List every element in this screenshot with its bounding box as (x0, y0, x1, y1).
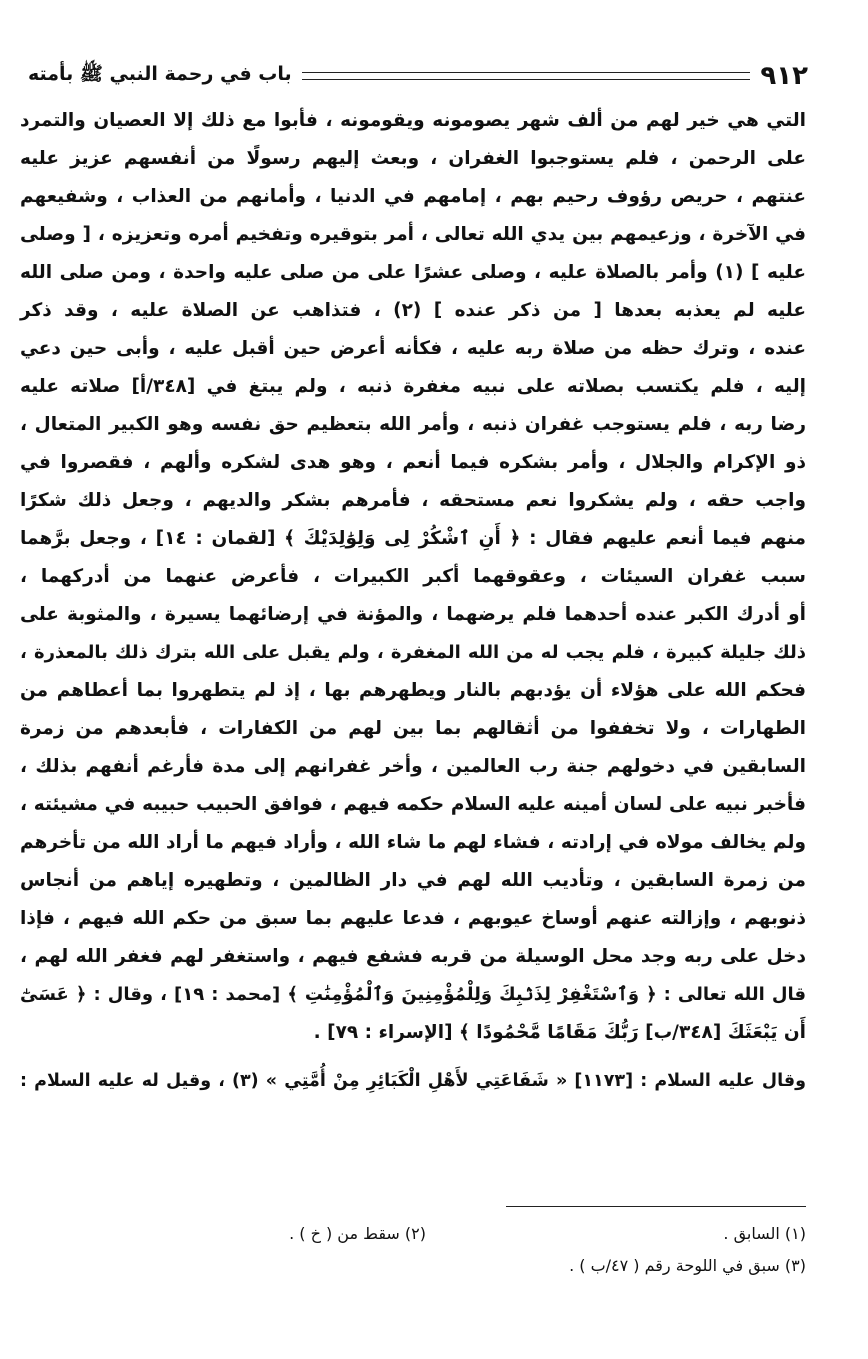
text-line: عنده ، وترك حظه من صلاة ربه عليه ، فكأنه أعرض حين أقبل عليه ، وأبى حين دعي (20, 338, 806, 359)
text-line: السابقين في دخولهم جنة رب العالمين ، وأخر غفرانهم إلى مدة فأرغم أنفهم بذلك ، (20, 756, 806, 777)
footnote-3: (٣) سبق في اللوحة رقم ( ٤٧/ب ) . (569, 1256, 806, 1275)
text-line: قال الله تعالى : ﴿ وَٱسْتَغْفِرْ لِذَنۢبِكَ وَلِلْمُؤْمِنِينَ وَٱلْمُؤْمِنَٰتِ ﴾ [محمد : ١٩] ، وقال : ﴿ عَسَىٰٓ (20, 984, 806, 1005)
footnote-separator (506, 1206, 806, 1207)
page-header (28, 58, 808, 94)
text-line: رضا ربه ، فلم يستوجب غفران ذنبه ، وأمر الله بتعظيم حق نفسه وهو الكبير المتعال ، (20, 414, 806, 435)
text-line: الطهارات ، ولا تخففوا من أثقالهم بما بين لهم من الكفارات ، فأبعدهم من زمرة (20, 718, 806, 739)
main-text (20, 102, 806, 1100)
text-line: ولم يخالف مولاه في إرادته ، فشاء لهم ما شاء الله ، وأراد فيهم ما أراد الله من تأخرهم (20, 832, 806, 853)
text-line: عليه لم يعذبه بعدها [ من ذكر عنده ] (٢) ، فتذاهب عن الصلاة عليه ، وقد ذكر (20, 300, 806, 321)
page-number: ٩١٢ (760, 61, 808, 91)
text-line: سبب غفران السيئات ، وعقوقهما أكبر الكبيرات ، فأعرض عنهما من أدركهما ، (20, 566, 806, 587)
text-line: إليه ، فلم يكتسب بصلاته على نبيه مغفرة ذنبه ، ولم يبتغ في [٣٤٨/أ] صلاته عليه (20, 376, 807, 397)
header-double-rule (302, 72, 751, 80)
text-line: عليه ] (١) وأمر بالصلاة عليه ، وصلى عشرًا على من صلى عليه واحدة ، ومن صلى الله (20, 262, 806, 283)
text-line: عنتهم ، حريص رؤوف رحيم بهم ، إمامهم في الدنيا ، وأمانهم من العذاب ، وشفيعهم (20, 186, 806, 207)
text-line: فحكم الله على هؤلاء أن يؤدبهم بالنار ويطهرهم بها ، إذ لم يتطهروا بما أعطاهم من (20, 680, 806, 701)
text-line: ذنوبهم ، وإزالته عنهم أوساخ عيوبهم ، فدعا عليهم بما سبق من حكم الله فيهم ، فإذا (20, 908, 806, 929)
text-line: في الآخرة ، وزعيمهم بين يدي الله تعالى ، أمر بتوقيره وتفخيم أمره وتعزيزه ، [ وصلى (20, 224, 806, 245)
text-line: التي هي خير لهم من ألف شهر يصومونه ويقومونه ، فأبوا مع ذلك إلا العصيان والتمرد (20, 110, 806, 131)
hadith-line: وقال عليه السلام : [١١٧٣] « شَفَاعَتِي لأَهْلِ الْكَبَائِرِ مِنْ أُمَّتِي » (٣) ، وقيل له عليه السلام : (20, 1071, 807, 1091)
footnote-row (20, 1218, 806, 1250)
text-line: أو أدرك الكبر عنده أحدهما فلم يرضهما ، والمؤنة في إرضائهما يسيرة ، والمثوبة على (20, 604, 806, 625)
text-line: على الرحمن ، فلم يستوجبوا الغفران ، وبعث إليهم رسولًا من أنفسهم عزيز عليه (20, 148, 806, 169)
footnotes (20, 1218, 806, 1282)
text-line: من زمرة السابقين ، وتأديب الله لهم في دار الظالمين ، وتطهيره إياهم من أنجاس (20, 870, 806, 891)
footnote-row (20, 1250, 806, 1282)
text-line: منهم فيما أنعم عليهم فقال : ﴿ أَنِ ٱشْكُرْ لِى وَلِوَٰلِدَيْكَ ﴾ [لقمان : ١٤] ، وجعل برَّهما (20, 528, 807, 549)
text-line: أَن يَبْعَثَكَ [٣٤٨/ب] رَبُّكَ مَقَامًا مَّحْمُودًا ﴾ [الإسراء : ٧٩] . (313, 1022, 806, 1043)
footnote-1: (١) السابق . (723, 1224, 806, 1243)
text-line: ذلك جليلة كبيرة ، فلم يجب له من الله المغفرة ، ولم يقبل على الله بترك ذلك بالمعذرة ، (20, 642, 806, 663)
text-line: فأخبر نبيه على لسان أمينه عليه السلام حكمه فيهم ، فوافق الحبيب حبيبه في مشيئته ، (20, 794, 806, 815)
text-line: دخل على ربه وجد محل الوسيلة من قربه فشفع فيهم ، واستغفر لهم فغفر الله لهم ، (20, 946, 806, 967)
text-line: ذو الإكرام والجلال ، وأمر بشكره فيما أنعم ، وهو هدى لشكره وألهم ، فقصروا في (20, 452, 806, 473)
running-title: باب في رحمة النبي ﷺ بأمته (28, 63, 292, 85)
text-line: واجب حقه ، ولم يشكروا نعم مستحقه ، فأمرهم بشكر والديهم ، وجعل ذلك شكرًا (20, 490, 806, 511)
footnote-2: (٢) سقط من ( خ ) . (289, 1224, 426, 1243)
